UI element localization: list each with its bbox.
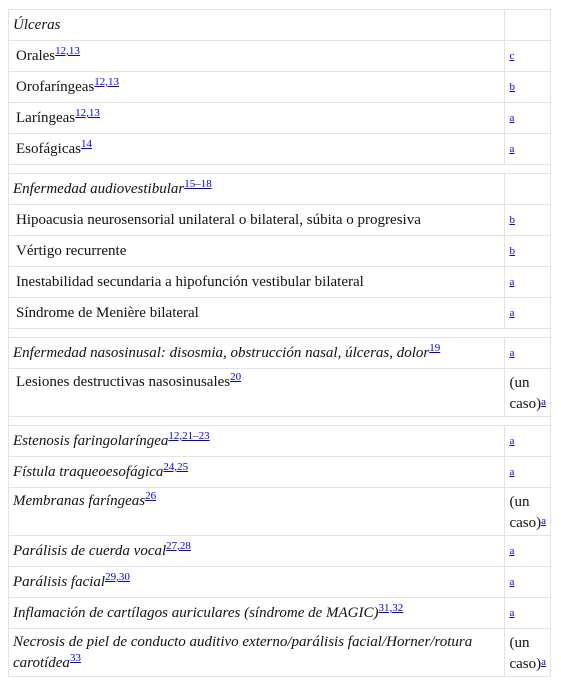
table-row bbox=[9, 369, 551, 417]
evidence-level-link[interactable]: a bbox=[541, 656, 546, 668]
evidence-cell bbox=[505, 41, 551, 72]
category-cell bbox=[9, 629, 505, 677]
item-label: Inestabilidad secundaria a hipofunción vestibular bilateral bbox=[16, 274, 364, 290]
reference-sup bbox=[75, 107, 100, 119]
evidence-level-link[interactable]: a bbox=[509, 466, 515, 478]
category-label: Estenosis faringolaríngea bbox=[13, 433, 169, 449]
table-row bbox=[9, 426, 551, 457]
category-label: Fístula traqueoesofágica bbox=[13, 464, 164, 480]
reference-sup bbox=[230, 371, 241, 383]
evidence-level-link[interactable]: a bbox=[509, 545, 515, 557]
table-row bbox=[9, 488, 551, 536]
evidence-cell bbox=[505, 236, 551, 267]
item-cell bbox=[9, 236, 505, 267]
table-row bbox=[9, 338, 551, 369]
table-row bbox=[9, 72, 551, 103]
evidence-level-link[interactable]: a bbox=[509, 607, 515, 619]
case-note: (un caso) bbox=[509, 494, 542, 531]
item-cell bbox=[9, 103, 505, 134]
reference-sup bbox=[55, 45, 80, 57]
category-label: Parálisis facial bbox=[13, 574, 106, 590]
reference-sup bbox=[168, 430, 209, 442]
item-label: Laríngeas bbox=[16, 110, 76, 126]
evidence-cell bbox=[505, 598, 551, 629]
evidence-cell bbox=[505, 267, 551, 298]
manifestations-table bbox=[8, 9, 551, 677]
item-cell bbox=[9, 205, 505, 236]
category-label: Enfermedad nasosinusal: disosmia, obstrucción nasal, úlceras, dolor bbox=[13, 345, 430, 361]
category-label: Parálisis de cuerda vocal bbox=[13, 543, 167, 559]
item-cell bbox=[9, 41, 505, 72]
table-row bbox=[9, 174, 551, 205]
spacer-cell bbox=[9, 417, 551, 426]
evidence-cell bbox=[505, 338, 551, 369]
table-row bbox=[9, 567, 551, 598]
reference-link[interactable]: 24,25 bbox=[163, 461, 189, 473]
item-cell bbox=[9, 298, 505, 329]
category-label: Membranas faríngeas bbox=[13, 493, 146, 509]
category-label: Enfermedad audiovestibular bbox=[13, 181, 185, 197]
evidence-level-link[interactable]: a bbox=[509, 347, 515, 359]
item-label: Lesiones destructivas nasosinusales bbox=[16, 374, 231, 390]
evidence-level-link[interactable]: b bbox=[509, 81, 515, 93]
category-cell bbox=[9, 598, 505, 629]
reference-link[interactable]: 12,13 bbox=[94, 76, 120, 88]
evidence-cell bbox=[505, 369, 551, 417]
evidence-level-link[interactable]: b bbox=[509, 214, 515, 226]
spacer-cell bbox=[9, 329, 551, 338]
reference-link[interactable]: 14 bbox=[80, 138, 92, 150]
evidence-level-link[interactable]: a bbox=[541, 396, 546, 408]
table-row bbox=[9, 457, 551, 488]
table-row bbox=[9, 629, 551, 677]
evidence-level-link[interactable]: a bbox=[509, 435, 515, 447]
category-label: Inflamación de cartílagos auriculares (síndrome de MAGIC) bbox=[13, 605, 379, 621]
reference-link[interactable]: 15–18 bbox=[184, 178, 212, 190]
evidence-cell bbox=[505, 629, 551, 677]
evidence-cell bbox=[505, 72, 551, 103]
evidence-cell bbox=[505, 205, 551, 236]
evidence-cell bbox=[505, 488, 551, 536]
category-cell bbox=[9, 488, 505, 536]
reference-link[interactable]: 29,30 bbox=[105, 571, 130, 583]
evidence-cell bbox=[505, 298, 551, 329]
category-cell bbox=[9, 536, 505, 567]
category-label: Necrosis de piel de conducto auditivo externo/parálisis facial/Horner/rotura carotídea bbox=[13, 634, 473, 671]
reference-sup bbox=[145, 490, 156, 502]
category-cell bbox=[9, 567, 505, 598]
item-cell bbox=[9, 369, 505, 417]
reference-link[interactable]: 12,21–23 bbox=[168, 430, 210, 442]
table-body bbox=[9, 10, 551, 677]
item-label: Orofaríngeas bbox=[16, 79, 95, 95]
item-cell bbox=[9, 134, 505, 165]
evidence-cell bbox=[505, 426, 551, 457]
reference-sup bbox=[81, 138, 92, 150]
evidence-level-link[interactable]: a bbox=[509, 307, 515, 319]
evidence-level-link[interactable]: a bbox=[541, 515, 546, 527]
reference-sup bbox=[163, 461, 188, 473]
reference-sup bbox=[94, 76, 119, 88]
reference-sup bbox=[105, 571, 130, 583]
reference-sup bbox=[70, 652, 81, 664]
case-note: (un caso) bbox=[509, 375, 542, 412]
evidence-cell bbox=[505, 536, 551, 567]
reference-sup bbox=[166, 540, 191, 552]
table-row bbox=[9, 103, 551, 134]
reference-sup bbox=[184, 178, 212, 190]
evidence-cell bbox=[505, 457, 551, 488]
reference-link[interactable]: 20 bbox=[230, 371, 242, 383]
spacer-row bbox=[9, 417, 551, 426]
evidence-cell bbox=[505, 174, 551, 205]
spacer-row bbox=[9, 165, 551, 174]
evidence-level-link[interactable]: a bbox=[509, 576, 515, 588]
evidence-level-link[interactable]: c bbox=[509, 50, 515, 62]
evidence-cell bbox=[505, 134, 551, 165]
spacer-cell bbox=[9, 165, 551, 174]
case-note: (un caso) bbox=[509, 635, 542, 672]
reference-link[interactable]: 19 bbox=[429, 342, 441, 354]
reference-link[interactable]: 12,13 bbox=[55, 45, 80, 57]
item-label: Esofágicas bbox=[16, 141, 81, 157]
evidence-level-link[interactable]: a bbox=[509, 276, 515, 288]
table-row bbox=[9, 134, 551, 165]
reference-link[interactable]: 26 bbox=[145, 490, 157, 502]
category-cell bbox=[9, 426, 505, 457]
table-row bbox=[9, 236, 551, 267]
reference-link[interactable]: 12,13 bbox=[75, 107, 100, 119]
category-cell bbox=[9, 338, 505, 369]
evidence-level-link[interactable]: b bbox=[509, 245, 515, 257]
reference-link[interactable]: 27,28 bbox=[166, 540, 191, 552]
item-cell bbox=[9, 267, 505, 298]
evidence-cell bbox=[505, 103, 551, 134]
item-label: Hipoacusia neurosensorial unilateral o bilateral, súbita o progresiva bbox=[16, 212, 421, 228]
reference-link[interactable]: 31,32 bbox=[378, 602, 404, 614]
item-label: Vértigo recurrente bbox=[16, 243, 127, 259]
category-cell bbox=[9, 457, 505, 488]
evidence-cell bbox=[505, 567, 551, 598]
category-cell bbox=[9, 174, 505, 205]
table-row bbox=[9, 598, 551, 629]
reference-link[interactable]: 33 bbox=[69, 652, 81, 664]
table-row bbox=[9, 298, 551, 329]
table-row bbox=[9, 205, 551, 236]
table-row bbox=[9, 267, 551, 298]
category-label: Úlceras bbox=[13, 17, 61, 33]
item-label: Orales bbox=[16, 48, 56, 64]
table-row bbox=[9, 536, 551, 567]
reference-sup bbox=[429, 342, 440, 354]
table-row bbox=[9, 10, 551, 41]
reference-sup bbox=[379, 602, 404, 614]
evidence-level-link[interactable]: a bbox=[509, 143, 515, 155]
item-label: Síndrome de Menière bilateral bbox=[16, 305, 199, 321]
evidence-level-link[interactable]: a bbox=[509, 112, 515, 124]
spacer-row bbox=[9, 329, 551, 338]
table-row bbox=[9, 41, 551, 72]
evidence-cell bbox=[505, 10, 551, 41]
item-cell bbox=[9, 72, 505, 103]
category-cell bbox=[9, 10, 505, 41]
